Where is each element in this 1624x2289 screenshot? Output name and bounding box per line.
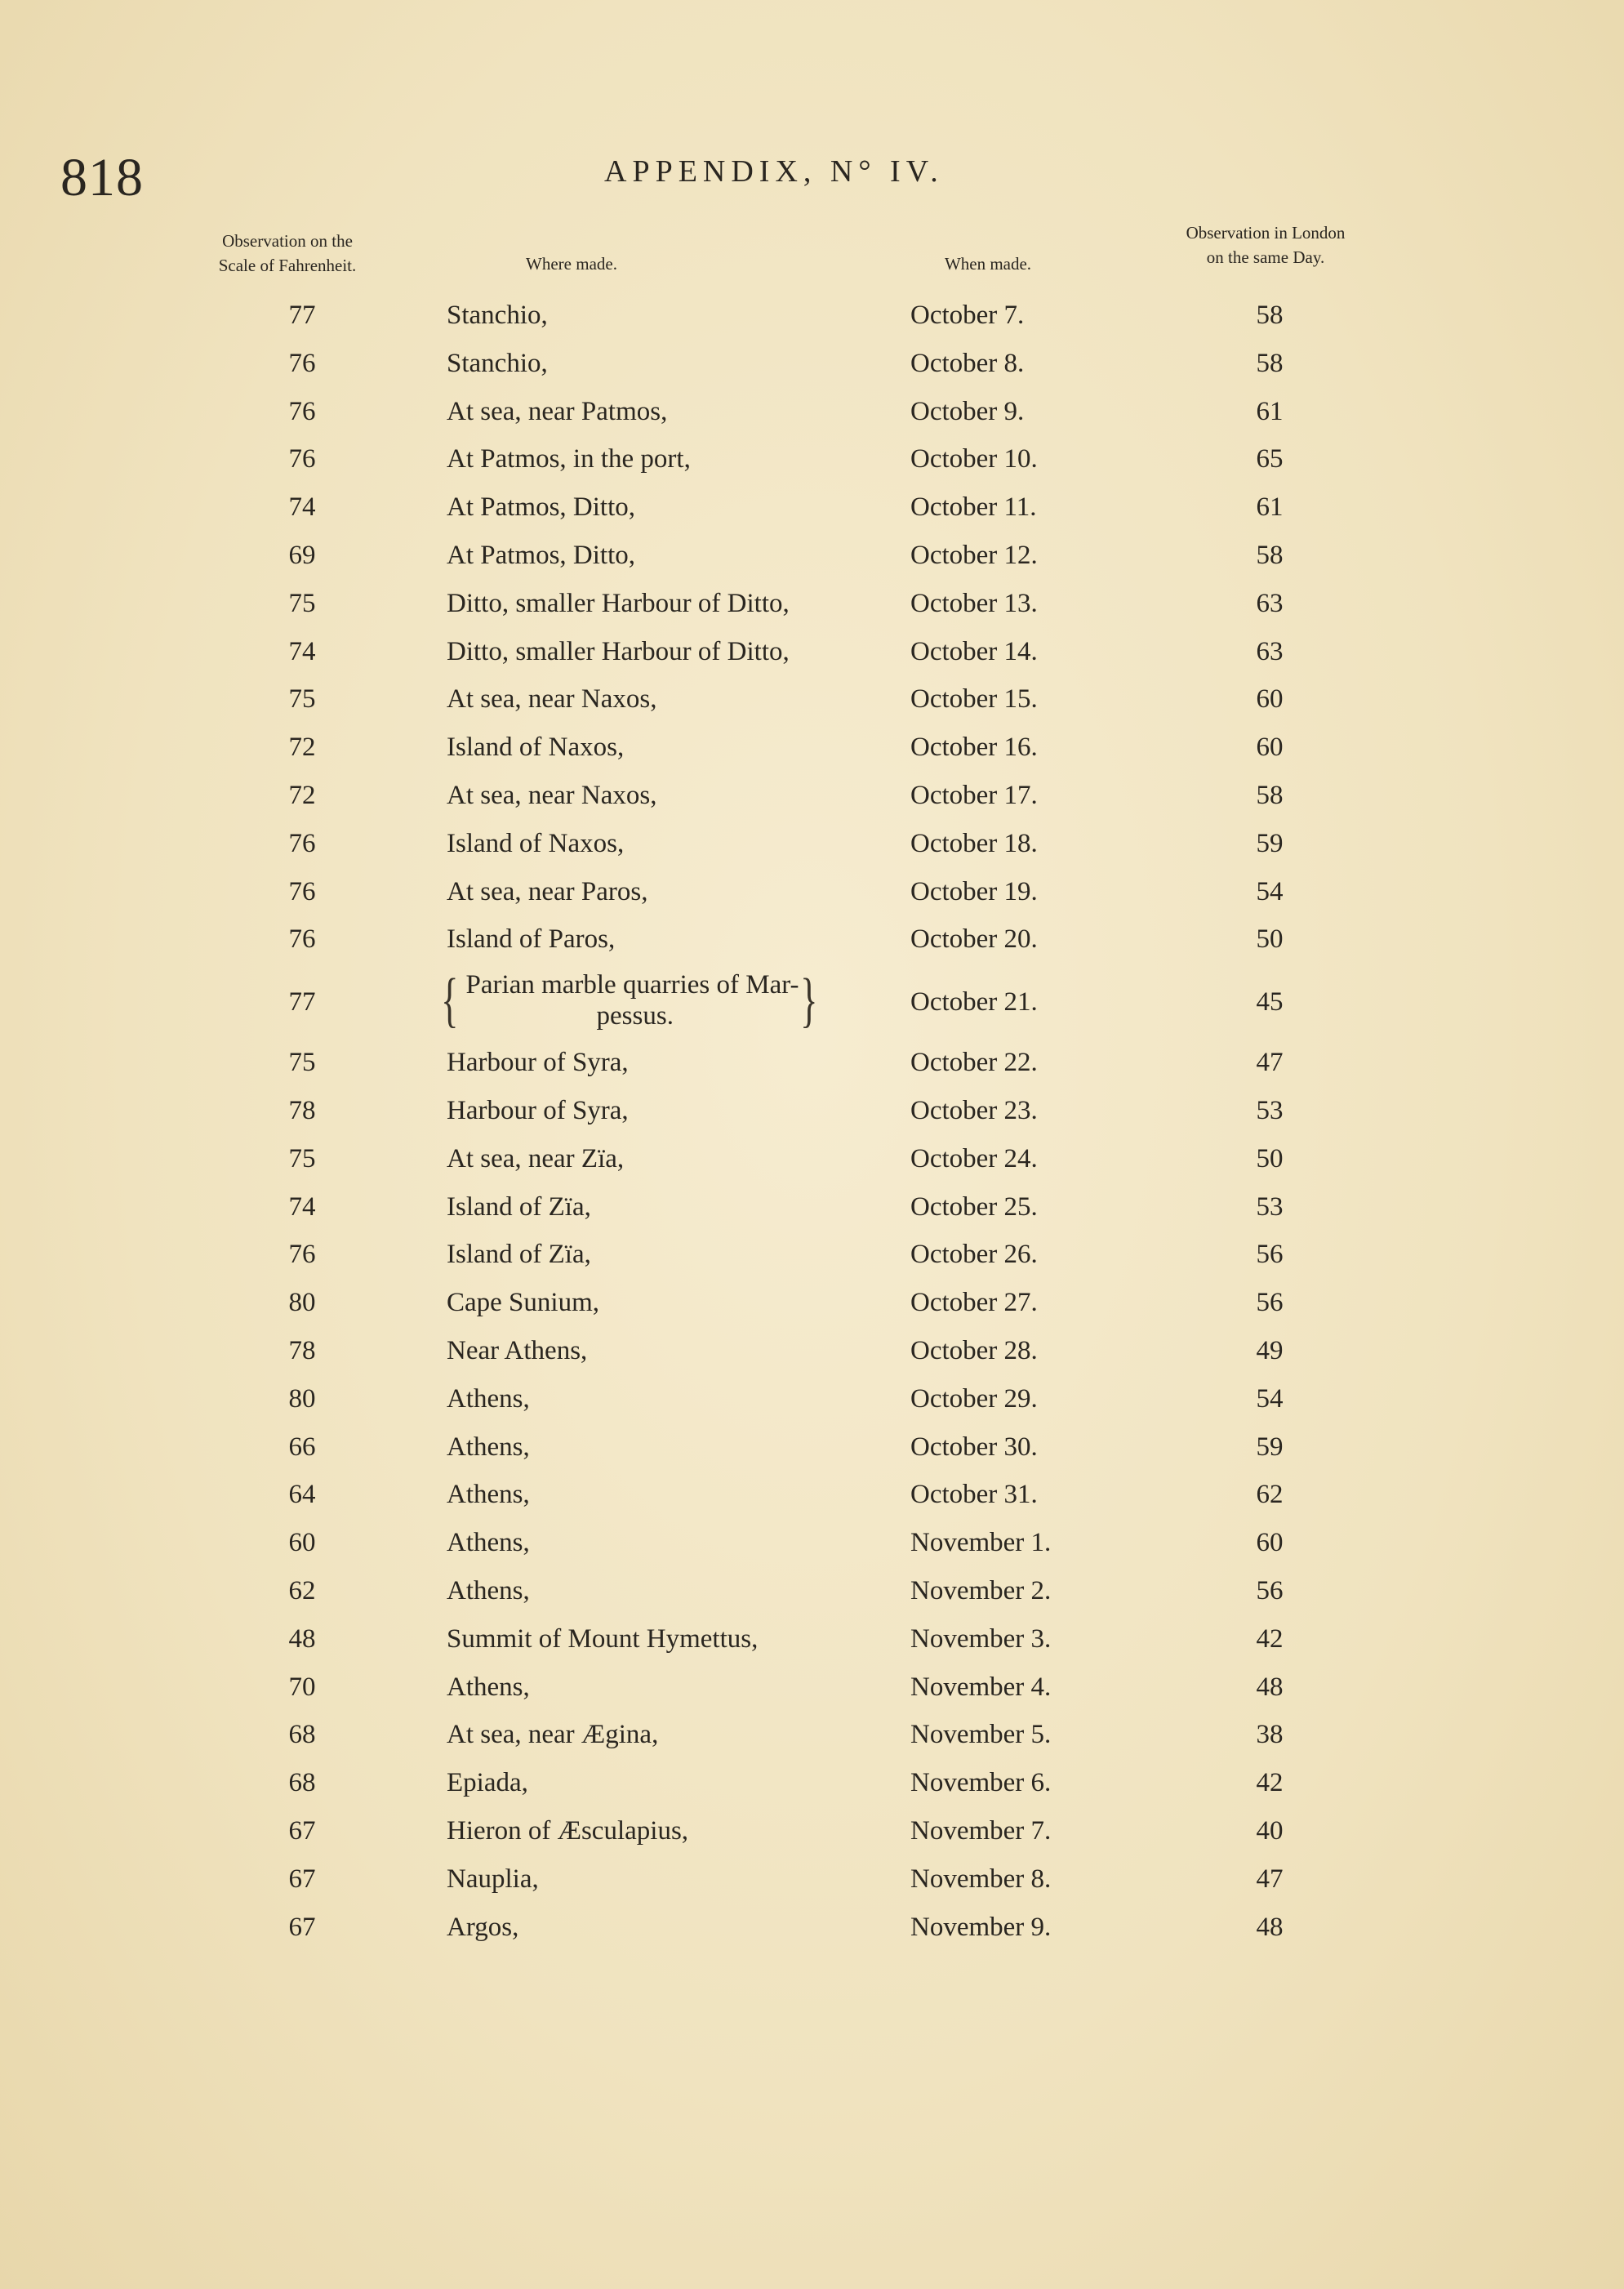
where-cell: At Patmos, in the port,: [447, 444, 691, 474]
table-row: [0, 584, 1624, 632]
where-cell: At sea, near Zïa,: [447, 1143, 625, 1173]
where-cell: Harbour of Syra,: [447, 1048, 629, 1078]
table-body: [0, 296, 1624, 1955]
obs-cell: 72: [288, 733, 316, 763]
when-cell: October 26.: [910, 1240, 1038, 1270]
table-row: [0, 1859, 1624, 1908]
when-cell: October 25.: [910, 1191, 1038, 1222]
london-cell: 50: [1256, 924, 1284, 955]
obs-cell: 75: [288, 588, 316, 618]
when-cell: October 10.: [910, 444, 1038, 474]
where-cell: At sea, near Paros,: [447, 876, 648, 906]
obs-cell: 74: [288, 636, 316, 666]
col-header-london-line1: Observation in London: [1186, 223, 1346, 243]
obs-cell: 78: [288, 1335, 316, 1365]
table-row: [0, 296, 1624, 344]
london-cell: 63: [1256, 636, 1284, 666]
when-cell: November 1.: [910, 1528, 1052, 1558]
london-cell: 59: [1256, 1432, 1284, 1462]
when-cell: October 18.: [910, 828, 1038, 858]
table-row: [0, 1811, 1624, 1859]
where-cell: Athens,: [447, 1480, 530, 1510]
where-cell: Near Athens,: [447, 1335, 588, 1365]
london-cell: 42: [1256, 1623, 1284, 1654]
where-cell: Hieron of Æsculapius,: [447, 1815, 689, 1846]
obs-cell: 80: [288, 1383, 316, 1414]
table-row: [0, 1283, 1624, 1331]
obs-cell: 69: [288, 540, 316, 570]
london-cell: 58: [1256, 301, 1284, 330]
obs-cell: 75: [288, 1048, 316, 1078]
london-cell: 60: [1256, 684, 1284, 715]
when-cell: October 13.: [910, 588, 1038, 618]
when-cell: October 28.: [910, 1335, 1038, 1365]
london-cell: 58: [1256, 348, 1284, 378]
where-cell: Athens,: [447, 1575, 530, 1605]
table-row: [0, 1475, 1624, 1523]
where-cell-lines: [466, 969, 799, 1031]
obs-cell: 66: [288, 1432, 316, 1462]
obs-cell: 76: [288, 444, 316, 474]
table-row: [0, 1235, 1624, 1283]
obs-cell: 76: [288, 876, 316, 906]
obs-cell: 67: [288, 1912, 316, 1942]
table-row: [0, 872, 1624, 920]
obs-cell: 77: [288, 987, 316, 1018]
london-cell: 60: [1256, 733, 1284, 763]
london-cell: 54: [1256, 1383, 1284, 1414]
where-cell: Stanchio,: [447, 348, 548, 378]
obs-cell: 80: [288, 1288, 316, 1318]
table-row: [0, 1523, 1624, 1571]
obs-cell: 76: [288, 828, 316, 858]
london-cell: 38: [1256, 1720, 1284, 1750]
table-row: [0, 1091, 1624, 1139]
where-cell: At Patmos, Ditto,: [447, 492, 636, 523]
when-cell: October 17.: [910, 780, 1038, 810]
london-cell: 53: [1256, 1191, 1284, 1222]
london-cell: 49: [1256, 1335, 1284, 1365]
when-cell: November 2.: [910, 1575, 1052, 1605]
table-row: [0, 1763, 1624, 1811]
when-cell: October 11.: [910, 492, 1037, 523]
table-row: [0, 1379, 1624, 1427]
where-cell: Argos,: [447, 1912, 519, 1942]
obs-cell: 70: [288, 1672, 316, 1702]
obs-cell: 68: [288, 1768, 316, 1798]
when-cell: October 24.: [910, 1143, 1038, 1173]
when-cell: October 14.: [910, 636, 1038, 666]
when-cell: October 21.: [910, 987, 1038, 1018]
right-brace: }: [799, 967, 817, 1035]
where-cell: Island of Paros,: [447, 924, 616, 955]
table-row: [0, 1043, 1624, 1091]
london-cell: 63: [1256, 588, 1284, 618]
where-cell: At sea, near Ægina,: [447, 1720, 659, 1750]
obs-cell: 67: [288, 1864, 316, 1894]
when-cell: October 27.: [910, 1288, 1038, 1318]
london-cell: 56: [1256, 1575, 1284, 1605]
where-cell: Athens,: [447, 1432, 530, 1462]
obs-cell: 62: [288, 1575, 316, 1605]
table-row: [0, 488, 1624, 536]
when-cell: October 31.: [910, 1480, 1038, 1510]
table-row: [0, 1571, 1624, 1619]
london-cell: 42: [1256, 1768, 1284, 1798]
obs-cell: 67: [288, 1815, 316, 1846]
where-cell: At sea, near Patmos,: [447, 396, 668, 426]
where-cell: Athens,: [447, 1528, 530, 1558]
london-cell: 47: [1256, 1048, 1284, 1078]
where-cell: Island of Zïa,: [447, 1240, 591, 1270]
london-cell: 58: [1256, 540, 1284, 570]
where-cell: Stanchio,: [447, 301, 548, 330]
where-cell: [441, 967, 823, 1035]
table-row: [0, 1619, 1624, 1668]
when-cell: October 20.: [910, 924, 1038, 955]
table-row: [0, 344, 1624, 392]
when-cell: November 3.: [910, 1623, 1052, 1654]
when-cell: November 8.: [910, 1864, 1052, 1894]
when-cell: October 30.: [910, 1432, 1038, 1462]
when-cell: November 9.: [910, 1912, 1052, 1942]
obs-cell: 76: [288, 1240, 316, 1270]
where-line-2: pessus.: [596, 1001, 674, 1031]
col-header-london-line2: on the same Day.: [1206, 247, 1325, 267]
when-cell: October 19.: [910, 876, 1038, 906]
col-header-when: When made.: [944, 254, 1032, 274]
london-cell: 60: [1256, 1528, 1284, 1558]
when-cell: October 29.: [910, 1383, 1038, 1414]
obs-cell: 68: [288, 1720, 316, 1750]
where-cell: Athens,: [447, 1672, 530, 1702]
table-row: [0, 968, 1624, 1043]
col-header-observation-line2: Scale of Fahrenheit.: [218, 256, 357, 275]
obs-cell: 64: [288, 1480, 316, 1510]
table-row: [0, 1668, 1624, 1716]
london-cell: 50: [1256, 1143, 1284, 1173]
where-cell: Island of Naxos,: [447, 733, 625, 763]
table-row: [0, 1427, 1624, 1476]
table-row: [0, 1908, 1624, 1956]
when-cell: November 7.: [910, 1815, 1052, 1846]
when-cell: October 15.: [910, 684, 1038, 715]
obs-cell: 74: [288, 1191, 316, 1222]
obs-cell: 76: [288, 924, 316, 955]
running-head: APPENDIX, N° IV.: [604, 154, 944, 189]
when-cell: October 23.: [910, 1095, 1038, 1125]
where-cell: Nauplia,: [447, 1864, 539, 1894]
where-cell: Summit of Mount Hymettus,: [447, 1623, 759, 1654]
table-row: [0, 392, 1624, 440]
when-cell: November 6.: [910, 1768, 1052, 1798]
where-cell: Island of Naxos,: [447, 828, 625, 858]
london-cell: 58: [1256, 780, 1284, 810]
london-cell: 59: [1256, 828, 1284, 858]
table-row: [0, 920, 1624, 968]
table-row: [0, 632, 1624, 680]
obs-cell: 78: [288, 1095, 316, 1125]
table-row: [0, 728, 1624, 776]
col-header-where: Where made.: [526, 254, 617, 274]
when-cell: October 22.: [910, 1048, 1038, 1078]
when-cell: November 4.: [910, 1672, 1052, 1702]
table-row: [0, 824, 1624, 872]
london-cell: 65: [1256, 444, 1284, 474]
where-cell: At Patmos, Ditto,: [447, 540, 636, 570]
london-cell: 61: [1256, 396, 1284, 426]
where-cell: Harbour of Syra,: [447, 1095, 629, 1125]
table-row: [0, 439, 1624, 488]
when-cell: October 9.: [910, 396, 1025, 426]
when-cell: October 12.: [910, 540, 1038, 570]
obs-cell: 76: [288, 348, 316, 378]
when-cell: October 8.: [910, 348, 1025, 378]
table-row: [0, 1331, 1624, 1379]
when-cell: October 16.: [910, 733, 1038, 763]
london-cell: 54: [1256, 876, 1284, 906]
col-header-observation-line1: Observation on the: [222, 231, 353, 251]
table-row: [0, 1715, 1624, 1763]
obs-cell: 75: [288, 684, 316, 715]
col-header-london: [1143, 220, 1388, 269]
left-brace: {: [441, 967, 459, 1035]
where-cell: Ditto, smaller Harbour of Ditto,: [447, 636, 790, 666]
where-cell: Cape Sunium,: [447, 1288, 599, 1318]
london-cell: 48: [1256, 1672, 1284, 1702]
london-cell: 56: [1256, 1240, 1284, 1270]
where-cell: Ditto, smaller Harbour of Ditto,: [447, 588, 790, 618]
london-cell: 45: [1256, 987, 1284, 1018]
where-cell: Athens,: [447, 1383, 530, 1414]
table-row: [0, 1139, 1624, 1187]
where-cell: At sea, near Naxos,: [447, 780, 657, 810]
col-header-observation: [181, 229, 394, 278]
london-cell: 47: [1256, 1864, 1284, 1894]
london-cell: 48: [1256, 1912, 1284, 1942]
when-cell: October 7.: [910, 301, 1025, 330]
table-row: [0, 679, 1624, 728]
london-cell: 62: [1256, 1480, 1284, 1510]
where-cell: Epiada,: [447, 1768, 528, 1798]
obs-cell: 75: [288, 1143, 316, 1173]
london-cell: 40: [1256, 1815, 1284, 1846]
obs-cell: 60: [288, 1528, 316, 1558]
table-row: [0, 536, 1624, 584]
obs-cell: 48: [288, 1623, 316, 1654]
obs-cell: 76: [288, 396, 316, 426]
london-cell: 56: [1256, 1288, 1284, 1318]
page-number: 818: [60, 148, 144, 207]
london-cell: 53: [1256, 1095, 1284, 1125]
table-row: [0, 776, 1624, 824]
where-line-1: Parian marble quarries of Mar-: [465, 970, 799, 1000]
when-cell: November 5.: [910, 1720, 1052, 1750]
obs-cell: 77: [288, 301, 316, 330]
obs-cell: 74: [288, 492, 316, 523]
where-cell: Island of Zïa,: [447, 1191, 591, 1222]
london-cell: 61: [1256, 492, 1284, 523]
obs-cell: 72: [288, 780, 316, 810]
table-row: [0, 1187, 1624, 1236]
where-cell: At sea, near Naxos,: [447, 684, 657, 715]
